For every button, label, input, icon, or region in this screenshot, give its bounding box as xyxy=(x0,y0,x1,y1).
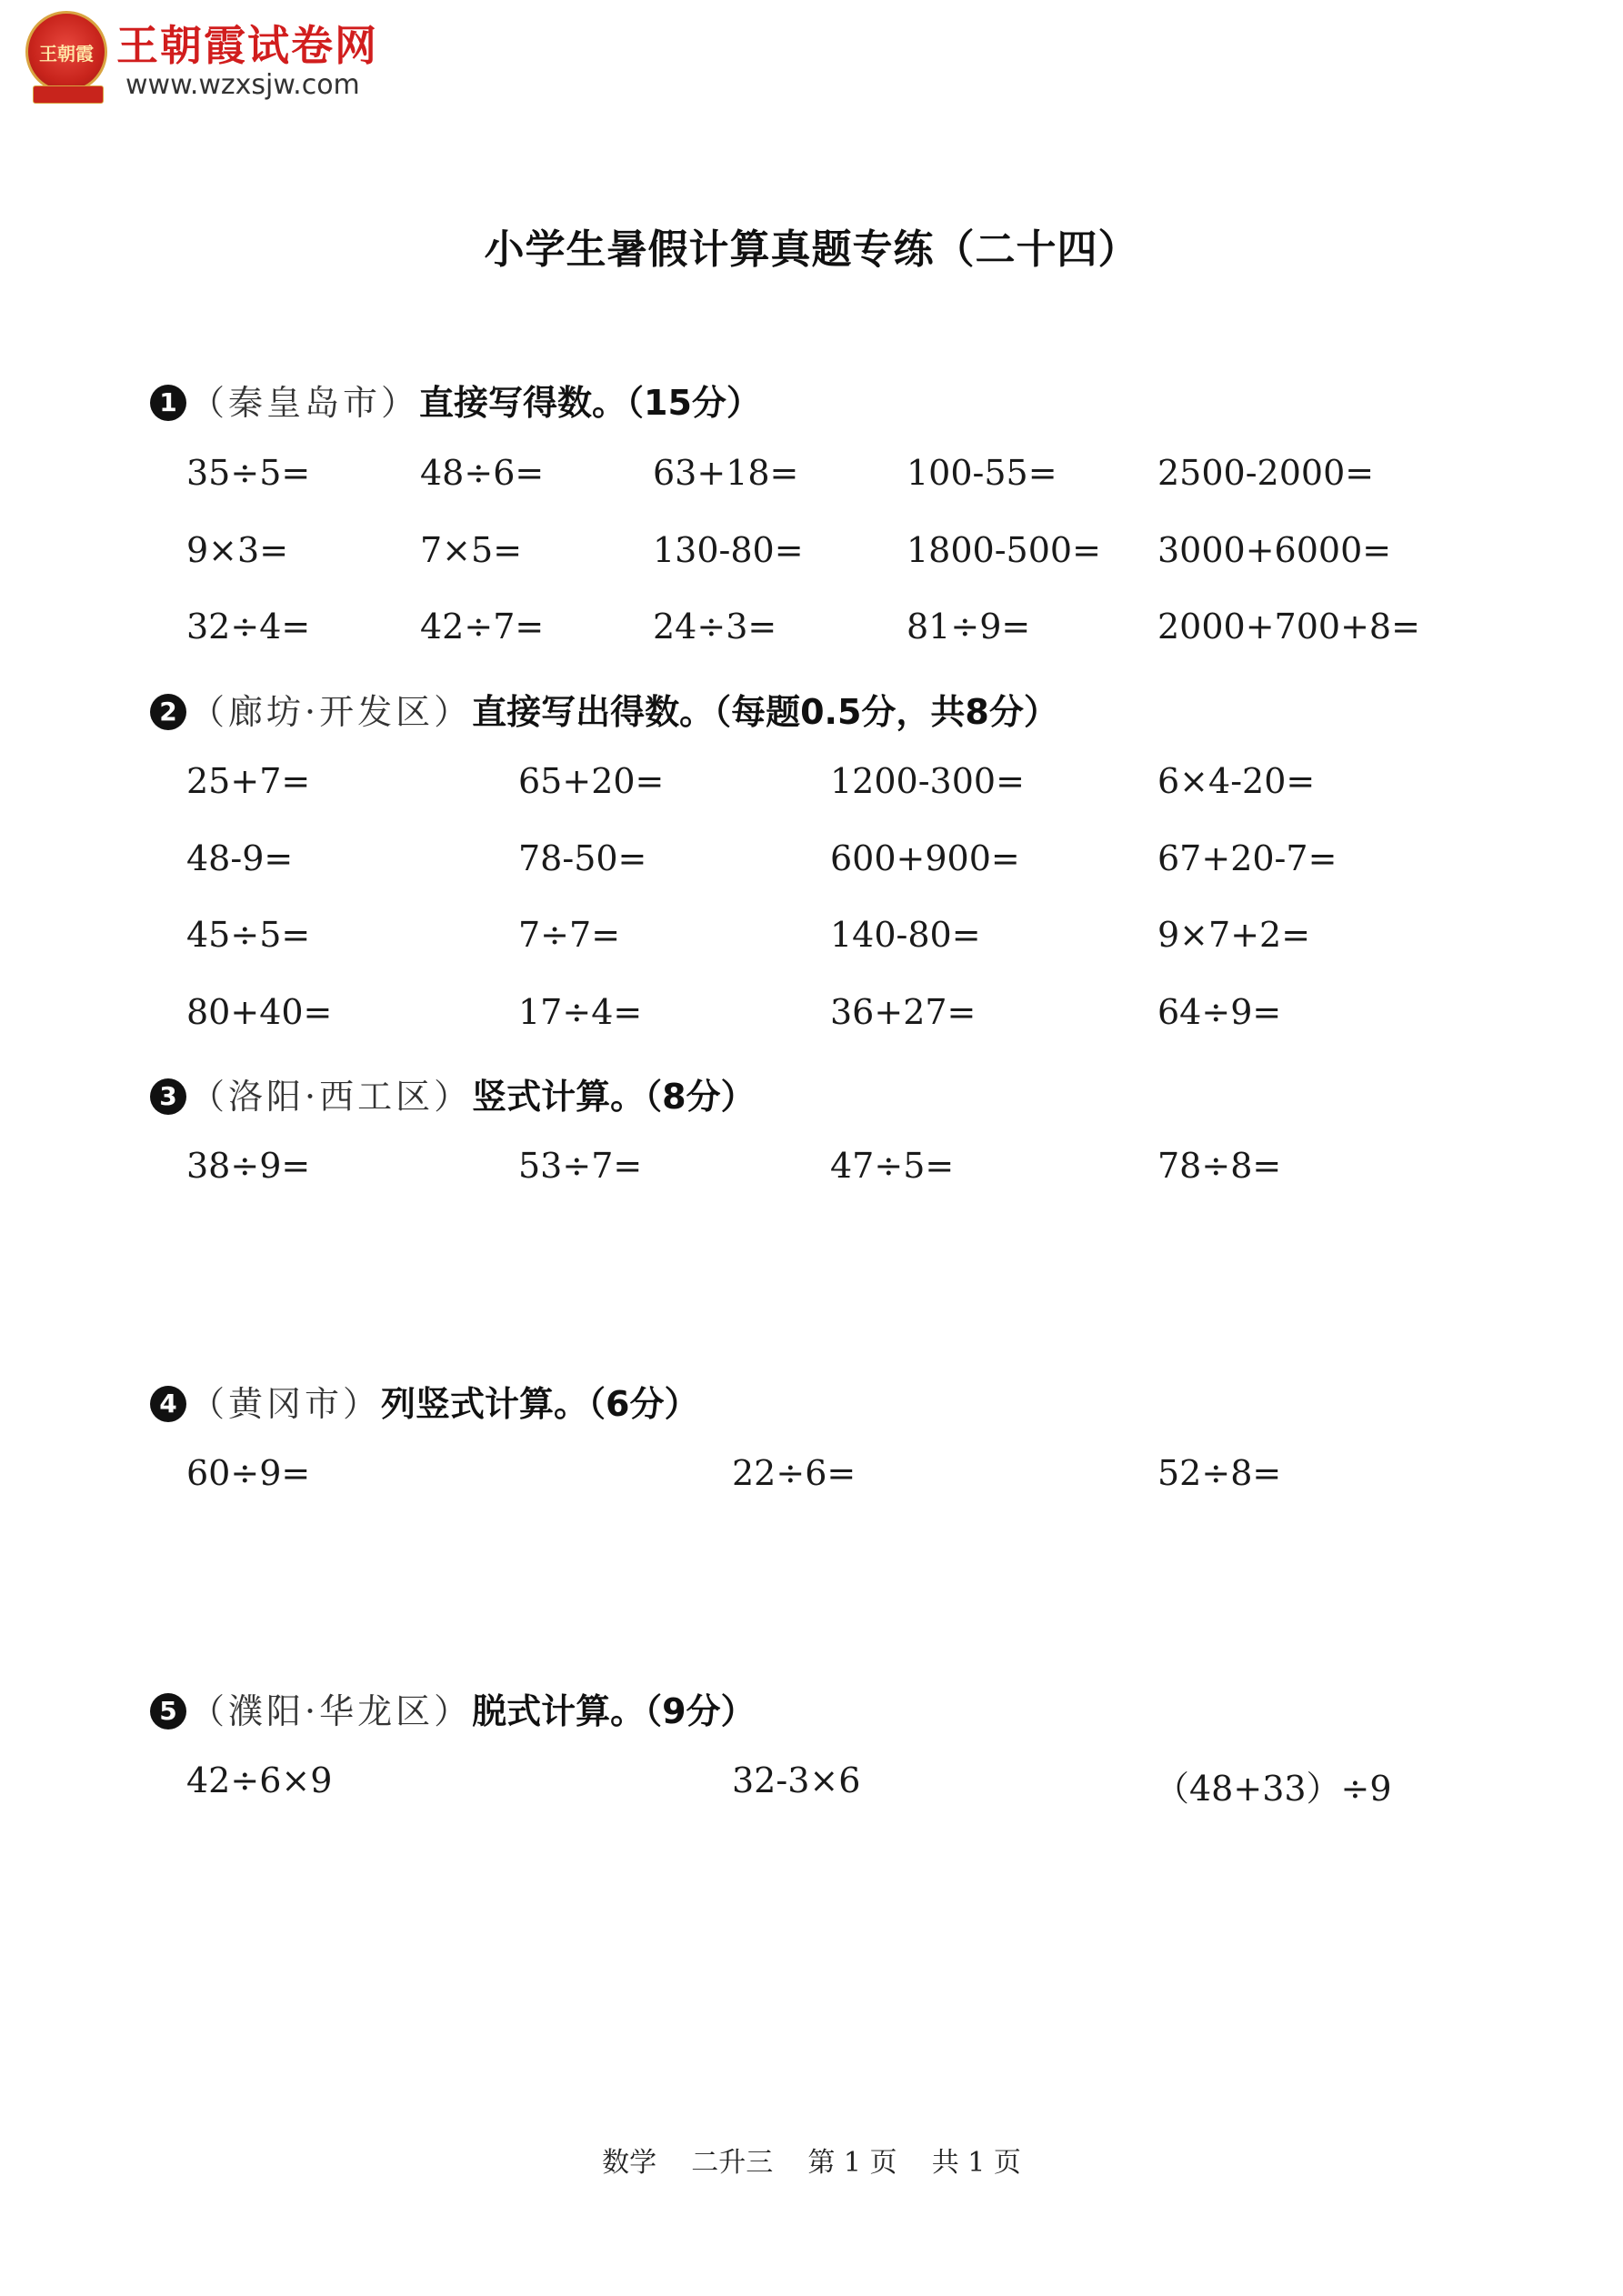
problem: 53÷7= xyxy=(518,1146,643,1186)
problem: 78-50= xyxy=(518,838,647,878)
problem: 65+20= xyxy=(518,761,665,801)
problem: 52÷8= xyxy=(1157,1453,1282,1493)
problem: 1200-300= xyxy=(830,761,1025,801)
problem: 63+18= xyxy=(653,453,799,493)
problem: 140-80= xyxy=(830,915,981,955)
problem: 42÷6×9 xyxy=(186,1760,333,1800)
problem: 24÷3= xyxy=(653,607,777,647)
problem: 32÷4= xyxy=(186,607,311,647)
problem: 130-80= xyxy=(653,530,804,570)
problem: 78÷8= xyxy=(1157,1146,1282,1186)
logo-title: 王朝霞试卷网 xyxy=(116,21,378,70)
problem: 81÷9= xyxy=(907,607,1031,647)
problem: （48+33）÷9 xyxy=(1155,1769,1392,1809)
section-region: （洛阳·西工区） xyxy=(190,1077,473,1117)
problem: 1800-500= xyxy=(907,530,1101,570)
section-number-badge: 1 xyxy=(150,385,186,421)
page-footer: 数学 二升三 第 1 页 共 1 页 xyxy=(602,2147,1021,2179)
problem: 80+40= xyxy=(186,992,333,1032)
problem: 100-55= xyxy=(907,453,1057,493)
problem: 42÷7= xyxy=(420,607,545,647)
problem: 7×5= xyxy=(420,530,523,570)
section-instruction: 列竖式计算。（6分） xyxy=(381,1384,699,1424)
problem: 7÷7= xyxy=(518,915,621,955)
section-region: （秦皇岛市） xyxy=(190,383,420,423)
section-number-badge: 4 xyxy=(150,1386,186,1422)
section-2-heading xyxy=(150,684,1058,734)
problem: 9×7+2= xyxy=(1157,915,1311,955)
problem: 600+900= xyxy=(830,838,1020,878)
section-3-heading xyxy=(150,1068,756,1118)
section-instruction: 直接写得数。（15分） xyxy=(419,383,761,423)
site-logo xyxy=(25,11,407,102)
problem: 22÷6= xyxy=(732,1453,857,1493)
section-number-badge: 3 xyxy=(150,1078,186,1115)
problem: 48÷6= xyxy=(420,453,545,493)
section-5-heading xyxy=(150,1683,756,1733)
problem: 25+7= xyxy=(186,761,311,801)
section-region: （廊坊·开发区） xyxy=(190,692,473,732)
emblem-text: 王朝霞 xyxy=(39,42,94,65)
problem: 48-9= xyxy=(186,838,294,878)
page-title: 小学生暑假计算真题专练（二十四） xyxy=(484,226,1139,273)
problem: 35÷5= xyxy=(186,453,311,493)
section-4-heading xyxy=(150,1376,698,1426)
problem: 38÷9= xyxy=(186,1146,311,1186)
section-region: （黄冈市） xyxy=(190,1384,382,1424)
problem: 32-3×6 xyxy=(732,1760,861,1800)
problem: 64÷9= xyxy=(1157,992,1282,1032)
section-instruction: 竖式计算。（8分） xyxy=(472,1077,756,1117)
problem: 6×4-20= xyxy=(1157,761,1316,801)
problem: 17÷4= xyxy=(518,992,643,1032)
problem: 9×3= xyxy=(186,530,289,570)
problem: 67+20-7= xyxy=(1157,838,1337,878)
problem: 45÷5= xyxy=(186,915,311,955)
logo-url: www.wzxsjw.com xyxy=(125,69,360,101)
section-number-badge: 5 xyxy=(150,1693,186,1730)
logo-ribbon xyxy=(33,85,104,104)
section-1-heading xyxy=(150,375,761,425)
section-number-badge: 2 xyxy=(150,694,186,730)
problem: 2500-2000= xyxy=(1157,453,1375,493)
logo-emblem-icon xyxy=(25,11,107,93)
section-instruction: 直接写出得数。（每题0.5分，共8分） xyxy=(472,692,1058,732)
section-instruction: 脱式计算。（9分） xyxy=(472,1691,756,1731)
section-region: （濮阳·华龙区） xyxy=(190,1691,473,1731)
problem: 2000+700+8= xyxy=(1157,607,1420,647)
problem: 47÷5= xyxy=(830,1146,955,1186)
problem: 36+27= xyxy=(830,992,977,1032)
problem: 60÷9= xyxy=(186,1453,311,1493)
problem: 3000+6000= xyxy=(1157,530,1392,570)
